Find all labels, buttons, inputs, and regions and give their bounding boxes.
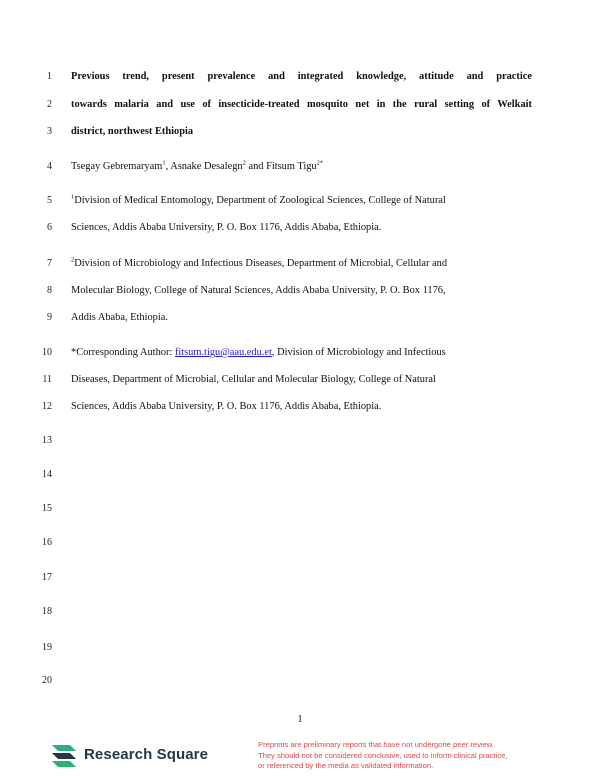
author-name: Tsegay Gebremaryam [71, 161, 163, 172]
affiliation-2-line [71, 256, 532, 272]
line-number: 9 [47, 312, 52, 323]
manuscript-line [0, 69, 600, 87]
line-number: 20 [42, 675, 52, 686]
affiliation-1-line [71, 193, 532, 209]
paper-title-line: towards malaria and use of insecticide-treated mosquito net in the rural setting of Welkait [71, 99, 532, 110]
manuscript-line [0, 570, 600, 588]
affiliation-marker: 1 [71, 193, 75, 201]
manuscript-line [0, 345, 600, 363]
manuscript-line [0, 467, 600, 485]
line-number: 19 [42, 642, 52, 653]
manuscript-line [0, 501, 600, 519]
manuscript-line [0, 283, 600, 301]
affiliation-marker: 1 [162, 159, 166, 167]
line-number: 6 [47, 222, 52, 233]
corresponding-email-link[interactable]: fitsum.tigu@aau.edu.et [174, 347, 272, 358]
author-separator: , [165, 161, 171, 172]
manuscript-line [0, 256, 600, 274]
corresponding-affiliation: , Division of Microbiology and Infectious [271, 347, 446, 358]
line-number: 5 [47, 195, 52, 206]
corresponding-author-line: Sciences, Addis Ababa University, P. O. Box 1176, Addis Ababa, Ethiopia. [71, 401, 382, 412]
corresponding-author-line: Diseases, Department of Microbial, Cellular and Molecular Biology, College of Natural [71, 374, 436, 385]
manuscript-line [0, 399, 600, 417]
line-number: 12 [42, 401, 52, 412]
manuscript-line [0, 640, 600, 658]
manuscript-line [0, 97, 600, 115]
affiliation-2-line: Addis Ababa, Ethiopia. [71, 312, 168, 323]
manuscript-line [0, 310, 600, 328]
affiliation-text: Division of Microbiology and Infectious Diseases, Department of Microbial, Cellular and [74, 258, 448, 269]
paper-title-line: district, northwest Ethiopia [71, 126, 194, 137]
research-square-logo-icon [50, 742, 78, 770]
manuscript-line [0, 673, 600, 691]
author-name: Fitsum Tigu [266, 161, 317, 172]
research-square-logo[interactable] [50, 742, 230, 770]
author-list [71, 159, 532, 175]
manuscript-line [0, 604, 600, 622]
manuscript-line [0, 535, 600, 553]
disclaimer-line: They should not be considered conclusive, used to inform clinical practice, [258, 750, 508, 760]
manuscript-line [0, 159, 600, 177]
brand-name: Research Square [84, 746, 209, 763]
line-number: 14 [42, 469, 52, 480]
manuscript-line [0, 372, 600, 390]
affiliation-marker: 2 [71, 256, 75, 264]
line-number: 7 [47, 258, 52, 269]
line-number: 18 [42, 606, 52, 617]
affiliation-2-line: Molecular Biology, College of Natural Sciences, Addis Ababa University, P. O. Box 1176, [71, 285, 446, 296]
line-number: 3 [47, 126, 52, 137]
disclaimer-line: or referenced by the media as validated information. [258, 761, 434, 770]
manuscript-line [0, 193, 600, 211]
manuscript-line [0, 220, 600, 238]
line-number: 2 [47, 99, 52, 110]
affiliation-marker: 2* [316, 159, 324, 167]
page-number: 1 [297, 714, 303, 725]
line-number: 16 [42, 537, 52, 548]
preprint-disclaimer [258, 740, 558, 772]
affiliation-1-line: Sciences, Addis Ababa University, P. O. Box 1176, Addis Ababa, Ethiopia. [71, 222, 382, 233]
manuscript-line [0, 124, 600, 142]
corresponding-label: *Corresponding Author: [71, 347, 175, 358]
corresponding-author-line [71, 345, 532, 361]
line-number: 1 [47, 71, 52, 82]
line-number: 10 [42, 347, 52, 358]
line-number: 8 [47, 285, 52, 296]
line-number: 13 [42, 435, 52, 446]
line-number: 17 [42, 572, 52, 583]
affiliation-text: Division of Medical Entomology, Department of Zoological Sciences, College of Natural [74, 195, 446, 206]
affiliation-marker: 2 [242, 159, 246, 167]
author-name: Asnake Desalegn [170, 161, 243, 172]
line-number: 4 [47, 161, 52, 172]
manuscript-line [0, 433, 600, 451]
line-number: 15 [42, 503, 52, 514]
disclaimer-line: Preprints are preliminary reports that have not undergone peer review. [258, 740, 494, 749]
line-number: 11 [42, 374, 52, 385]
author-separator: and [245, 161, 267, 172]
paper-title-line: Previous trend, present prevalence and integrated knowledge, attitude and practice [71, 71, 532, 82]
